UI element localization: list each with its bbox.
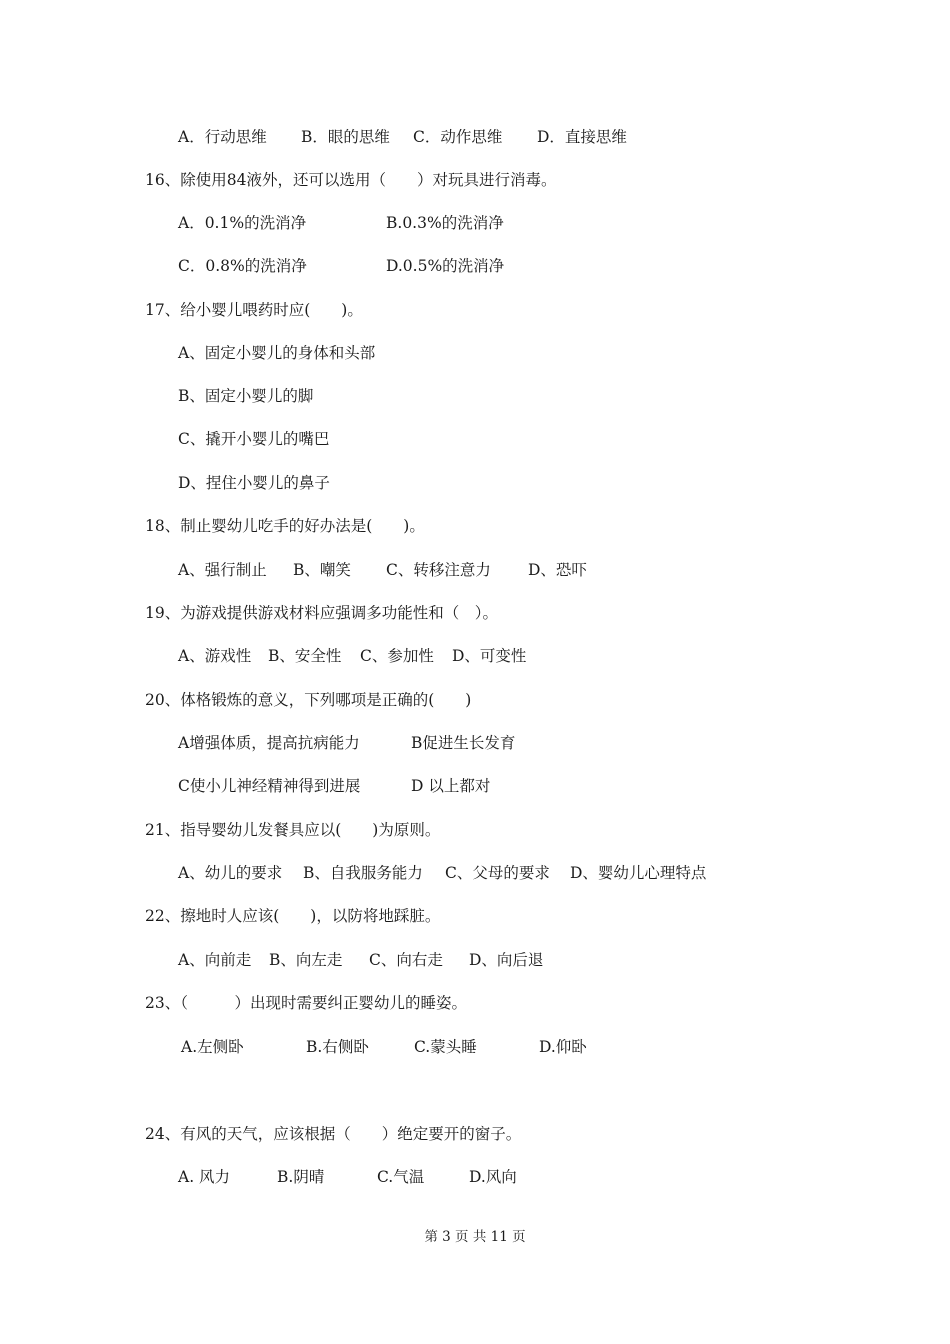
q18-option-b: B、嘲笑 bbox=[293, 561, 351, 579]
q23-option-b: B.右侧卧 bbox=[306, 1038, 369, 1056]
q23-option-c: C.蒙头睡 bbox=[414, 1038, 477, 1056]
q24-option-b: B.阴晴 bbox=[277, 1168, 325, 1186]
q19-option-a: A、游戏性 bbox=[178, 647, 252, 665]
q16-question: 16、除使用84液外，还可以选用（ ）对玩具进行消毒。 bbox=[145, 171, 557, 189]
q15-option-d: D．直接思维 bbox=[537, 128, 627, 146]
q22-option-d: D、向后退 bbox=[469, 951, 544, 969]
q22-option-c: C、向右走 bbox=[369, 951, 443, 969]
q20-option-b: B促进生长发育 bbox=[411, 734, 516, 752]
q22-option-b: B、向左走 bbox=[269, 951, 343, 969]
q18-option-c: C、转移注意力 bbox=[386, 561, 491, 579]
q19-option-b: B、安全性 bbox=[268, 647, 342, 665]
q21-question: 21、指导婴幼儿发餐具应以( )为原则。 bbox=[145, 821, 441, 839]
q24-question: 24、有风的天气，应该根据（ ）绝定要开的窗子。 bbox=[145, 1125, 522, 1143]
q17-option-b: B、固定小婴儿的脚 bbox=[178, 387, 314, 405]
q20-option-a: A增强体质，提高抗病能力 bbox=[178, 734, 360, 752]
q21-option-a: A、幼儿的要求 bbox=[178, 864, 283, 882]
q23-option-d: D.仰卧 bbox=[539, 1038, 587, 1056]
q18-option-d: D、恐吓 bbox=[528, 561, 587, 579]
q23-option-a: A.左侧卧 bbox=[181, 1038, 244, 1056]
q17-option-a: A、固定小婴儿的身体和头部 bbox=[178, 344, 376, 362]
q22-option-a: A、向前走 bbox=[178, 951, 252, 969]
q17-question: 17、给小婴儿喂药时应( )。 bbox=[145, 301, 363, 319]
q19-option-c: C、参加性 bbox=[360, 647, 434, 665]
q17-option-d: D、捏住小婴儿的鼻子 bbox=[178, 474, 330, 492]
q24-option-d: D.风向 bbox=[469, 1168, 517, 1186]
q15-option-c: C．动作思维 bbox=[413, 128, 503, 146]
q15-option-a: A．行动思维 bbox=[178, 128, 267, 146]
q17-option-c: C、撬开小婴儿的嘴巴 bbox=[178, 430, 330, 448]
q24-option-a: A. 风力 bbox=[178, 1168, 231, 1186]
q24-option-c: C.气温 bbox=[377, 1168, 425, 1186]
q18-question: 18、制止婴幼儿吃手的好办法是( )。 bbox=[145, 517, 425, 535]
q20-option-d: D 以上都对 bbox=[411, 777, 491, 795]
q16-option-c: C．0.8%的洗消净 bbox=[178, 257, 307, 275]
q22-question: 22、擦地时人应该( )，以防将地踩脏。 bbox=[145, 907, 441, 925]
q15-option-b: B．眼的思维 bbox=[301, 128, 390, 146]
page-number-footer: 第 3 页 共 11 页 bbox=[424, 1229, 526, 1245]
q20-option-c: C使小儿神经精神得到进展 bbox=[178, 777, 361, 795]
q16-option-b: B.0.3%的洗消净 bbox=[386, 214, 504, 232]
q18-option-a: A、强行制止 bbox=[178, 561, 267, 579]
q16-option-d: D.0.5%的洗消净 bbox=[386, 257, 505, 275]
q23-question: 23、（ ）出现时需要纠正婴幼儿的睡姿。 bbox=[145, 994, 467, 1012]
q21-option-d: D、婴幼儿心理特点 bbox=[570, 864, 707, 882]
q16-option-a: A．0.1%的洗消净 bbox=[178, 214, 307, 232]
q21-option-c: C、父母的要求 bbox=[445, 864, 550, 882]
q19-option-d: D、可变性 bbox=[452, 647, 527, 665]
q21-option-b: B、自我服务能力 bbox=[303, 864, 423, 882]
q19-question: 19、为游戏提供游戏材料应强调多功能性和（ ）。 bbox=[145, 604, 498, 622]
q20-question: 20、体格锻炼的意义，下列哪项是正确的( ) bbox=[145, 691, 472, 709]
